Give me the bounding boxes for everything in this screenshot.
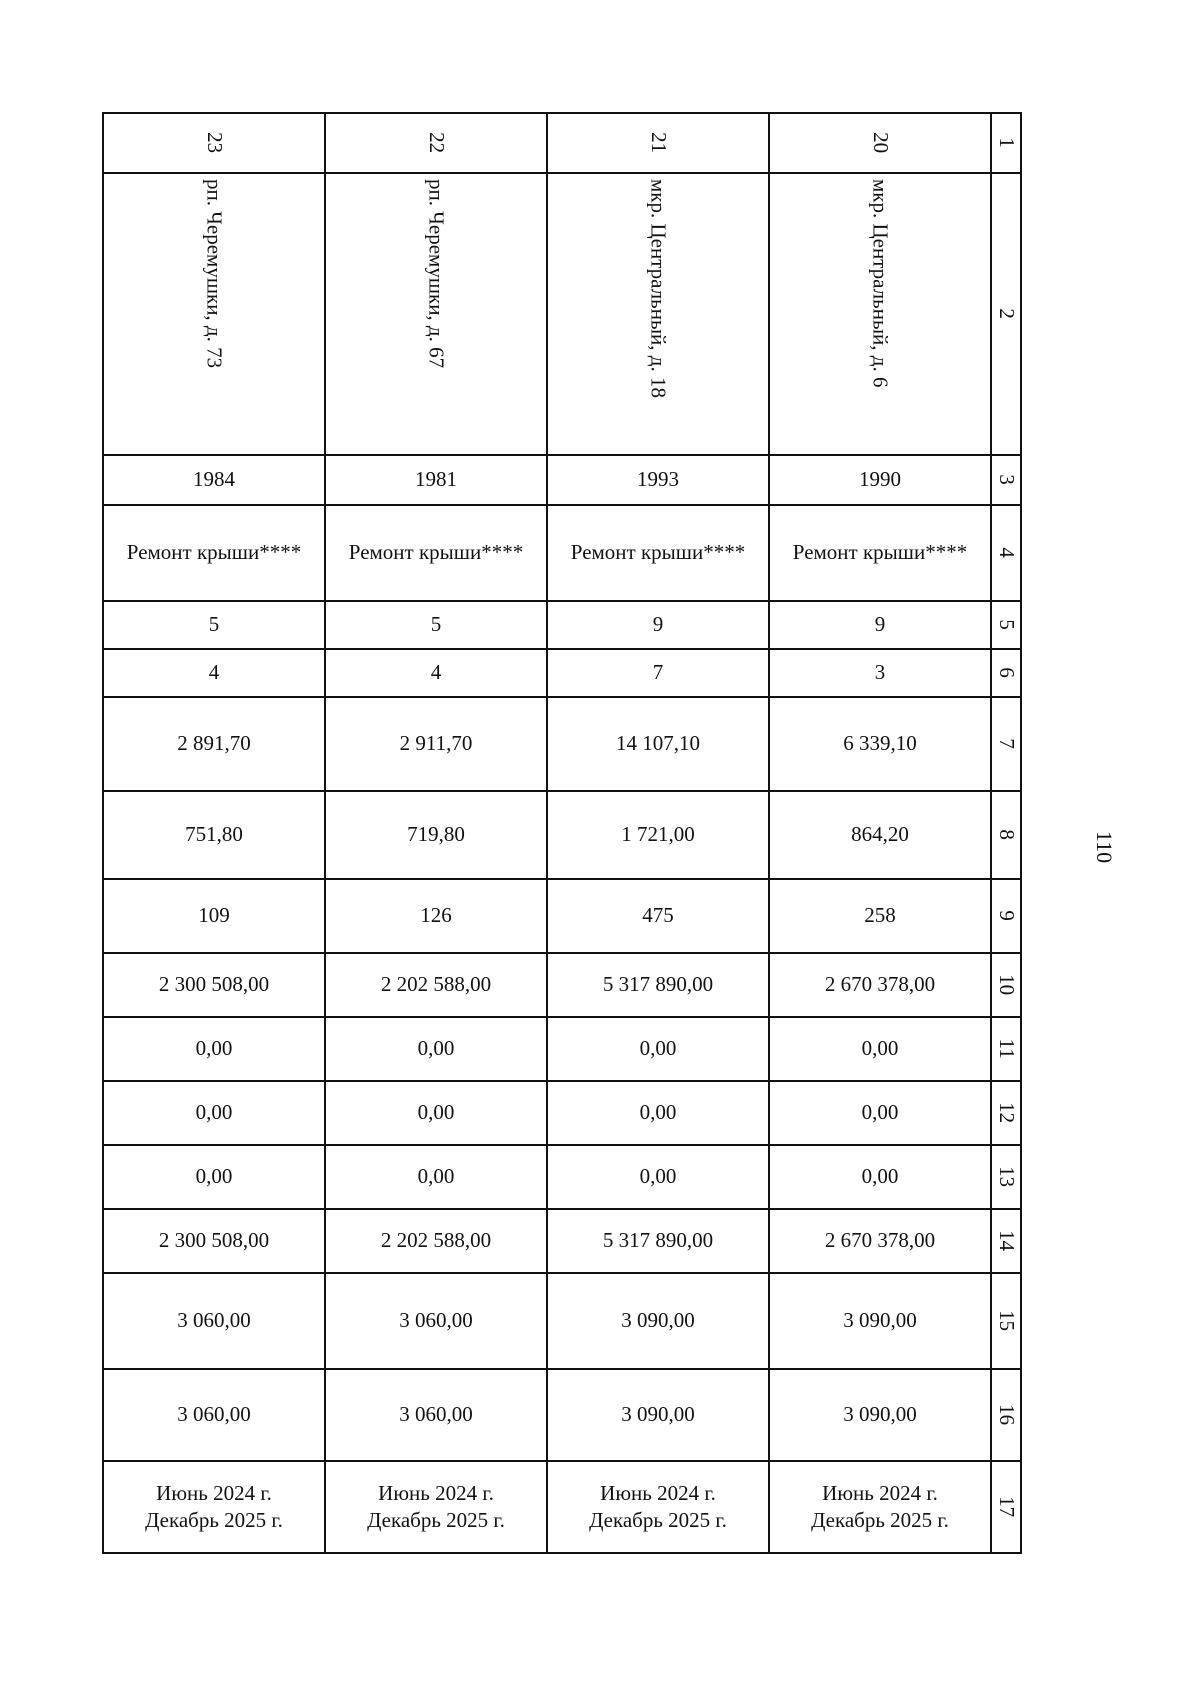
record-number-cell: 20 [769, 113, 991, 173]
cost-total-cell: 5 317 890,00 [547, 953, 769, 1017]
total-area-cell: 6 339,10 [769, 697, 991, 791]
row-col-5 [103, 601, 1021, 649]
column-index-6: 6 [991, 649, 1021, 697]
period-cell [547, 1461, 769, 1553]
address-cell: мкр. Центральный, д. 18 [547, 173, 769, 455]
cost-total-cell: 2 670 378,00 [769, 953, 991, 1017]
period-start: Июнь 2024 г. [822, 1480, 938, 1505]
period-end: Декабрь 2025 г. [145, 1508, 283, 1532]
record-number-cell: 21 [547, 113, 769, 173]
row-col-9 [103, 879, 1021, 953]
address-cell: рп. Черемушки, д. 67 [325, 173, 547, 455]
column-index-16: 16 [991, 1369, 1021, 1461]
cost-cell: 0,00 [547, 1017, 769, 1081]
period-end: Декабрь 2025 г. [589, 1508, 727, 1532]
row-col-12 [103, 1081, 1021, 1145]
max-unit-cost-cell: 3 090,00 [547, 1369, 769, 1461]
row-col-2 [103, 173, 1021, 455]
unit-cost-cell: 3 090,00 [769, 1273, 991, 1369]
work-type-cell: Ремонт крыши**** [103, 505, 325, 601]
address-cell: рп. Черемушки, д. 73 [103, 173, 325, 455]
residents-cell: 109 [103, 879, 325, 953]
period-end: Декабрь 2025 г. [811, 1508, 949, 1532]
entrances-cell: 4 [103, 649, 325, 697]
row-col-8 [103, 791, 1021, 879]
cost-cell: 2 670 378,00 [769, 1209, 991, 1273]
cost-cell: 2 202 588,00 [325, 1209, 547, 1273]
total-area-cell: 2 911,70 [325, 697, 547, 791]
entrances-cell: 4 [325, 649, 547, 697]
column-index-4: 4 [991, 505, 1021, 601]
period-end: Декабрь 2025 г. [367, 1508, 505, 1532]
column-index-9: 9 [991, 879, 1021, 953]
period-start: Июнь 2024 г. [378, 1480, 494, 1505]
total-area-cell: 14 107,10 [547, 697, 769, 791]
residents-cell: 475 [547, 879, 769, 953]
year-cell: 1993 [547, 455, 769, 505]
max-unit-cost-cell: 3 090,00 [769, 1369, 991, 1461]
row-col-13 [103, 1145, 1021, 1209]
column-index-3: 3 [991, 455, 1021, 505]
row-col-6 [103, 649, 1021, 697]
row-col-15 [103, 1273, 1021, 1369]
row-col-10 [103, 953, 1021, 1017]
period-cell [769, 1461, 991, 1553]
total-area-cell: 2 891,70 [103, 697, 325, 791]
area-cell: 864,20 [769, 791, 991, 879]
column-index-2: 2 [991, 173, 1021, 455]
cost-cell: 0,00 [103, 1081, 325, 1145]
max-unit-cost-cell: 3 060,00 [325, 1369, 547, 1461]
capital-repair-table [102, 112, 1022, 1554]
cost-cell: 0,00 [547, 1145, 769, 1209]
entrances-cell: 7 [547, 649, 769, 697]
cost-cell: 5 317 890,00 [547, 1209, 769, 1273]
column-index-5: 5 [991, 601, 1021, 649]
floors-cell: 5 [325, 601, 547, 649]
work-type-cell: Ремонт крыши**** [769, 505, 991, 601]
record-number-cell: 23 [103, 113, 325, 173]
max-unit-cost-cell: 3 060,00 [103, 1369, 325, 1461]
column-index-8: 8 [991, 791, 1021, 879]
unit-cost-cell: 3 060,00 [325, 1273, 547, 1369]
row-col-3 [103, 455, 1021, 505]
row-col-7 [103, 697, 1021, 791]
work-type-cell: Ремонт крыши**** [547, 505, 769, 601]
area-cell: 719,80 [325, 791, 547, 879]
row-col-4 [103, 505, 1021, 601]
cost-cell: 0,00 [103, 1017, 325, 1081]
cost-cell: 0,00 [769, 1081, 991, 1145]
column-index-14: 14 [991, 1209, 1021, 1273]
cost-cell: 0,00 [547, 1081, 769, 1145]
floors-cell: 5 [103, 601, 325, 649]
residents-cell: 258 [769, 879, 991, 953]
area-cell: 751,80 [103, 791, 325, 879]
row-col-16 [103, 1369, 1021, 1461]
year-cell: 1990 [769, 455, 991, 505]
cost-cell: 0,00 [325, 1081, 547, 1145]
work-type-cell: Ремонт крыши**** [325, 505, 547, 601]
cost-cell: 0,00 [325, 1145, 547, 1209]
cost-total-cell: 2 202 588,00 [325, 953, 547, 1017]
column-index-10: 10 [991, 953, 1021, 1017]
column-index-12: 12 [991, 1081, 1021, 1145]
floors-cell: 9 [547, 601, 769, 649]
cost-cell: 2 300 508,00 [103, 1209, 325, 1273]
address-cell: мкр. Центральный, д. 6 [769, 173, 991, 455]
cost-total-cell: 2 300 508,00 [103, 953, 325, 1017]
column-index-1: 1 [991, 113, 1021, 173]
cost-cell: 0,00 [325, 1017, 547, 1081]
year-cell: 1981 [325, 455, 547, 505]
cost-cell: 0,00 [769, 1145, 991, 1209]
column-index-11: 11 [991, 1017, 1021, 1081]
row-col-14 [103, 1209, 1021, 1273]
unit-cost-cell: 3 090,00 [547, 1273, 769, 1369]
period-cell [325, 1461, 547, 1553]
column-index-15: 15 [991, 1273, 1021, 1369]
column-index-7: 7 [991, 697, 1021, 791]
record-number-cell: 22 [325, 113, 547, 173]
area-cell: 1 721,00 [547, 791, 769, 879]
row-col-17 [103, 1461, 1021, 1553]
period-cell [103, 1461, 325, 1553]
column-index-13: 13 [991, 1145, 1021, 1209]
row-col-1 [103, 113, 1021, 173]
residents-cell: 126 [325, 879, 547, 953]
unit-cost-cell: 3 060,00 [103, 1273, 325, 1369]
row-col-11 [103, 1017, 1021, 1081]
period-start: Июнь 2024 г. [156, 1480, 272, 1505]
floors-cell: 9 [769, 601, 991, 649]
page-number: 110 [1092, 830, 1118, 864]
cost-cell: 0,00 [103, 1145, 325, 1209]
period-start: Июнь 2024 г. [600, 1480, 716, 1505]
column-index-17: 17 [991, 1461, 1021, 1553]
year-cell: 1984 [103, 455, 325, 505]
entrances-cell: 3 [769, 649, 991, 697]
cost-cell: 0,00 [769, 1017, 991, 1081]
